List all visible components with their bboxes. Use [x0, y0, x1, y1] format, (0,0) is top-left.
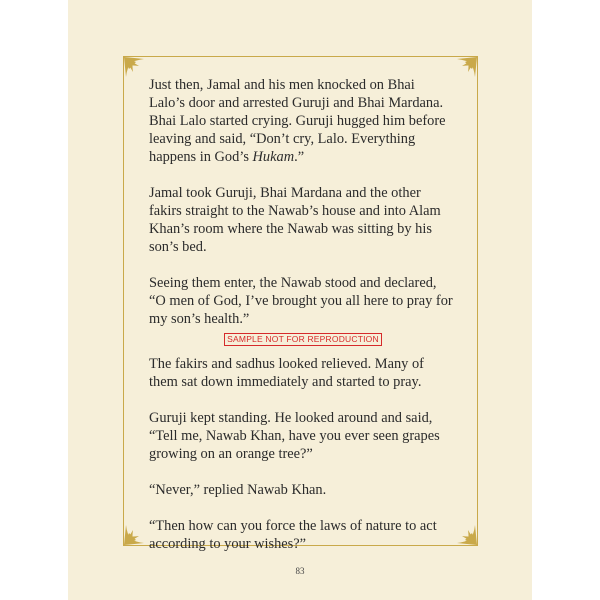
corner-ornament-icon	[123, 56, 145, 78]
paragraph: The fakirs and sadhus looked relieved. Many of them sat down immediately and started to pray.	[149, 356, 424, 390]
paragraph: Just then, Jamal and his men knocked on Bhai Lalo’s door and arrested Guruji and Bhai Mardana. Bhai Lalo started crying. Guruji hugged him before leaving and said, “Don’t cry, Lalo. Everything happens in God’s Hukam.”	[149, 77, 446, 165]
book-page	[68, 0, 532, 600]
corner-ornament-icon	[123, 524, 145, 546]
story-text	[149, 76, 454, 571]
paragraph: Jamal took Guruji, Bhai Mardana and the other fakirs straight to the Nawab’s house and into Alam Khan’s room where the Nawab was sitting by his son’s bed.	[149, 185, 441, 255]
corner-ornament-icon	[456, 524, 478, 546]
italic-word: Hukam	[252, 149, 295, 165]
paragraph: Seeing them enter, the Nawab stood and declared, “O men of God, I’ve brought you all here to pray for my son’s health.”	[149, 275, 453, 327]
paragraph: “Then how can you force the laws of nature to act according to your wishes?”	[149, 518, 437, 552]
paragraph: “Never,” replied Nawab Khan.	[149, 482, 327, 498]
corner-ornament-icon	[456, 56, 478, 78]
paragraph: Guruji kept standing. He looked around and said, “Tell me, Nawab Khan, have you ever seen grapes growing on an orange tree?”	[149, 410, 440, 462]
watermark-stamp: SAMPLE NOT FOR REPRODUCTION	[224, 333, 382, 346]
page-number: 83	[295, 566, 305, 576]
